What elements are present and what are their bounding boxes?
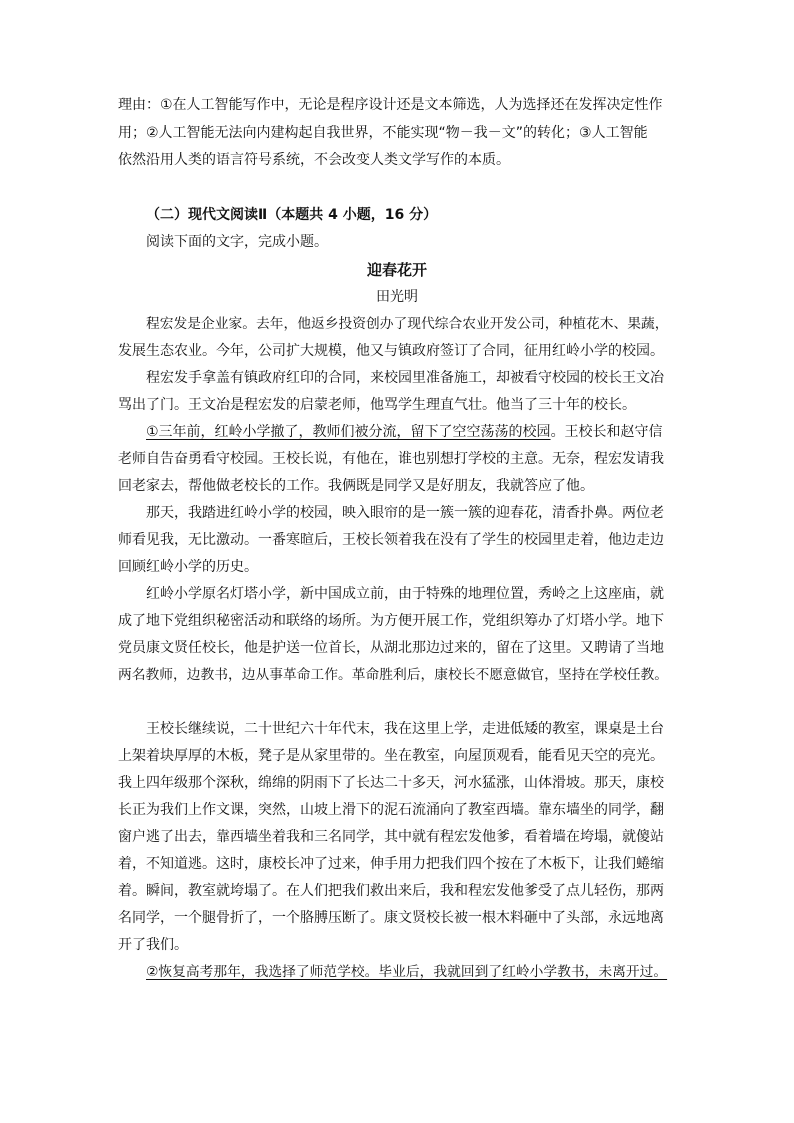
paragraph-6-line-6: 着，不知道逃。这时，康校长冲了过来，伸手用力把我们四个按在了木板下，让我们蜷缩 <box>118 856 664 872</box>
story-author: 田光明 <box>376 289 418 305</box>
paragraph-4-line-2: 师看见我，无比激动。一番寒暄后，王校长领着我在没有了学生的校园里走着，他边走边 <box>118 532 664 548</box>
paragraph-6-line-8: 名同学，一个腿骨折了，一个胳膊压断了。康文贤校长被一根木料砸中了头部，永远地离 <box>118 910 664 926</box>
paragraph-6-line-1: 王校长继续说，二十世纪六十年代末，我在这里上学，走进低矮的教室，课桌是土台 <box>146 721 664 737</box>
paragraph-3-line-1 <box>146 422 678 442</box>
story-title: 迎春花开 <box>366 261 427 279</box>
reason-line-2: 用；②人工智能无法向内建构起自我世界，不能实现“物－我－文”的转化；③人工智能 <box>118 125 648 141</box>
paragraph-5-line-3: 党员康文贤任校长，他是护送一位首长，从湖北那边过来的，留在了这里。又聘请了当地 <box>118 640 664 656</box>
paragraph-4-line-3: 回顾红岭小学的历史。 <box>118 559 258 575</box>
paragraph-2-line-1: 程宏发手拿盖有镇政府红印的合同，来校园里准备施工，却被看守校园的校长王文冶 <box>146 370 664 386</box>
paragraph-2-line-2: 骂出了门。王文冶是程宏发的启蒙老师，他骂学生理直气壮。他当了三十年的校长。 <box>118 397 636 413</box>
paragraph-1-line-1: 程宏发是企业家。去年，他返乡投资创办了现代综合农业开发公司，种植花木、果蔬， <box>146 316 669 332</box>
section-instruction: 阅读下面的文字，完成小题。 <box>146 234 328 250</box>
reason-line-3: 依然沿用人类的语言符号系统，不会改变人类文学写作的本质。 <box>118 152 510 168</box>
paragraph-3-line-1-rest: 。王校长和赵守信 <box>550 424 663 440</box>
paragraph-1-line-2: 发展生态农业。今年，公司扩大规模，他又与镇政府签订了合同，征用红岭小学的校园。 <box>118 343 664 359</box>
paragraph-7-line-1 <box>146 962 678 982</box>
paragraph-5-line-2: 成了地下党组织秘密活动和联络的场所。为方便开展工作，党组织筹办了灯塔小学。地下 <box>118 613 664 629</box>
underlined-sentence-2: ②恢复高考那年，我选择了师范学校。毕业后，我就回到了红岭小学教书，未离开过。 <box>146 964 668 980</box>
paragraph-3-line-2: 老师自告奋勇看守校园。王校长说，有他在，谁也别想打学校的主意。无奈，程宏发请我 <box>118 451 664 467</box>
paragraph-4-line-1: 那天，我踏进红岭小学的校园，映入眼帘的是一簇一簇的迎春花，清香扑鼻。两位老 <box>146 505 664 521</box>
section-heading: （二）现代文阅读Ⅱ（本题共 4 小题，16 分） <box>146 207 438 223</box>
paragraph-6-line-4: 长正为我们上作文课，突然，山坡上滑下的泥石流涌向了教室西墙。靠东墙坐的同学，翻 <box>118 802 664 818</box>
paragraph-6-line-5: 窗户逃了出去，靠西墙坐着我和三名同学，其中就有程宏发他爹，看着墙在垮塌，就傻站 <box>118 829 664 845</box>
reason-line-1: 理由：①在人工智能写作中，无论是程序设计还是文本筛选，人为选择还在发挥决定性作 <box>118 97 663 113</box>
paragraph-6-line-9: 开了我们。 <box>118 937 188 953</box>
paragraph-5-line-1: 红岭小学原名灯塔小学，新中国成立前，由于特殊的地理位置，秀岭之上这座庙，就 <box>146 586 664 602</box>
paragraph-5-line-4: 两名教师，边教书，边从事革命工作。革命胜利后，康校长不愿意做官，坚持在学校任教。 <box>118 667 669 683</box>
paragraph-6-line-7: 着。瞬间，教室就垮塌了。在人们把我们救出来后，我和程宏发他爹受了点儿轻伤，那两 <box>118 883 664 899</box>
paragraph-6-line-3: 我上四年级那个深秋，绵绵的阴雨下了长达二十多天，河水猛涨，山体滑坡。那天，康校 <box>118 775 664 791</box>
paragraph-6-line-2: 上架着块厚厚的木板，凳子是从家里带的。坐在教室，向屋顶观看，能看见天空的亮光。 <box>118 748 664 764</box>
underlined-sentence-1: ①三年前，红岭小学撤了，教师们被分流，留下了空空荡荡的校园 <box>146 424 551 440</box>
paragraph-3-line-3: 回老家去，帮他做老校长的工作。我俩既是同学又是好朋友，我就答应了他。 <box>118 478 594 494</box>
